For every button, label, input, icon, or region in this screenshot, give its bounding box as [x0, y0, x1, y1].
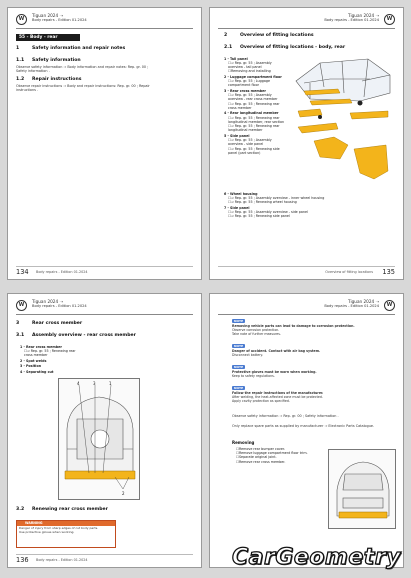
page-number: 134	[16, 268, 29, 276]
header-rule	[218, 314, 395, 315]
heading-1: 1 Safety information and repair notes	[16, 46, 126, 51]
heading-3-1: 3.1 Assembly overview - rear cross member	[16, 333, 136, 338]
note-block: NOTE Danger of accident. Contact with air bag system. Disconnect battery.	[232, 344, 321, 358]
footer-text: Body repairs - Edition 01.2024	[36, 558, 88, 562]
body-text: Observe safety information ⇒ Body information and repair notes: Rep. gr. 00 ; Safety information .	[16, 65, 149, 74]
vw-logo-icon: W	[16, 300, 27, 311]
footer-text: Body repairs - Edition 01.2024	[36, 270, 88, 274]
svg-text:1: 1	[109, 381, 112, 386]
heading-3: 3 Rear cross member	[16, 321, 83, 326]
header-rule	[218, 28, 395, 29]
vw-logo-icon: W	[384, 14, 395, 25]
body-text: Observe repair instructions ⇒ Body and repair instructions: Rep. gr. 00 ; Repair instructions .	[16, 84, 150, 93]
removing-heading: Removing	[232, 440, 255, 445]
rear-cross-member-figure	[58, 378, 140, 500]
heading-3-2: 3.2 Renewing rear cross member	[16, 507, 108, 512]
header-rule	[16, 314, 193, 315]
page-header: Tiguan 2024 ➝ Body repairs - Edition 01.2024	[324, 13, 379, 22]
fitting-location-list-cont: 6 - Wheel housing ☐ ⇒ Rep. gr. 55 ; Assembly overview - inner wheel housing ☐ ⇒ Rep. gr. 55 ; Renewing wheel housing 7 - Side panel ☐ ⇒ Rep. gr. 55 ; Assembly overview - side panel ☐ ⇒ Rep. gr. 55 ; Renewing side panel	[224, 190, 394, 218]
heading-1-1: 1.1 Safety information	[16, 58, 81, 63]
note-block: NOTE Follow the repair instructions of the manufacturer. After welding, the heat-affected zone must be protected. Apply cavity protection as specified.	[232, 386, 324, 404]
page-134	[7, 7, 202, 280]
body-rear-illustration	[290, 53, 398, 188]
body-text: Observe safety information ⇒ Rep. gr. 00 ; Safety information .	[232, 414, 339, 418]
footer-rule	[16, 266, 193, 267]
rear-body-illustration	[59, 379, 141, 501]
warning-title: WARNING	[17, 521, 115, 526]
page-135	[209, 7, 404, 280]
assembly-list: 1 - Rear cross member ☐ ⇒ Rep. gr. 55 ; Renewing rear cross member 2 - Spot welds 3 - Position 4 - Separating cut	[20, 343, 84, 374]
note-block: NOTE Protective gloves must be worn when working. Keep to safety regulations.	[232, 365, 317, 379]
heading-1-2: 1.2 Repair instructions	[16, 77, 82, 82]
header-rule	[16, 28, 193, 29]
vw-logo-icon: W	[384, 300, 395, 311]
body-text: Only replace spare parts as supplied by manufacturer ⇒ Electronic Parts Catalogue.	[232, 424, 375, 428]
svg-text:4: 4	[77, 381, 80, 386]
heading-2: 2 Overview of fitting locations	[224, 33, 314, 38]
removing-steps: ☐ Remove rear bumper cover. ☐ Remove luggage compartment floor trim. ☐ Separate original joint. ☐ Remove rear cross member.	[232, 447, 318, 464]
cargeometry-watermark: CarGeometry	[232, 545, 401, 570]
footer-rule	[16, 554, 193, 555]
page-header: Tiguan 2024 ➝ Body repairs - Edition 01.2024	[32, 13, 87, 22]
warning-text: Danger of injury from sharp edges of cut body parts. Use protective gloves when working.	[19, 526, 99, 534]
page-number: 135	[382, 268, 395, 276]
vehicle-rear-figure	[328, 449, 396, 529]
page-136	[7, 293, 202, 568]
footer-text: Overview of fitting locations	[325, 270, 373, 274]
page-header: Tiguan 2024 ➝ Body repairs - Edition 01.2024	[324, 299, 379, 308]
heading-2-1: 2.1 Overview of fitting locations - body, rear	[224, 45, 346, 50]
page-137	[209, 293, 404, 568]
note-block: NOTE Removing vehicle parts can lead to damage to corrosion protection. Observe corrosion protection. Take note of further measures.	[232, 319, 355, 337]
page-header: Tiguan 2024 ➝ Body repairs - Edition 01.2024	[32, 299, 87, 308]
fitting-location-list: 1 - Tail panel ☐ ⇒ Rep. gr. 55 ; Assembly overview - tail panel ☐ Removing and installing 2 - Luggage compartment floor ☐ ⇒ Rep. gr. 55 ; Luggage compartment floor 3 - Rear cross member ☐ ⇒ Rep. gr. 55 ; Assembly overview - rear cross member ☐ ⇒ Rep. gr. 55 ; Renewing rear cross member 4 - Rear longitudinal member ☐ ⇒ Rep. gr. 55 ; Renewing rear longitudinal member, rear section ☐ ⇒ Rep. gr. 55 ; Renewing rear longitudinal member 5 - Side panel ☐ ⇒ Rep. gr. 55 ; Assembly overview - side panel ☐ ⇒ Rep. gr. 55 ; Renewing side panel (part section)	[224, 55, 286, 155]
warning-box	[16, 520, 116, 548]
section-bar: 55 - Body - rear	[16, 34, 80, 41]
svg-text:3: 3	[93, 381, 96, 386]
footer-rule	[218, 266, 395, 267]
vehicle-rear-illustration	[329, 450, 397, 530]
vw-logo-icon: W	[16, 14, 27, 25]
svg-text:2: 2	[122, 491, 125, 496]
page-number: 136	[16, 556, 29, 564]
